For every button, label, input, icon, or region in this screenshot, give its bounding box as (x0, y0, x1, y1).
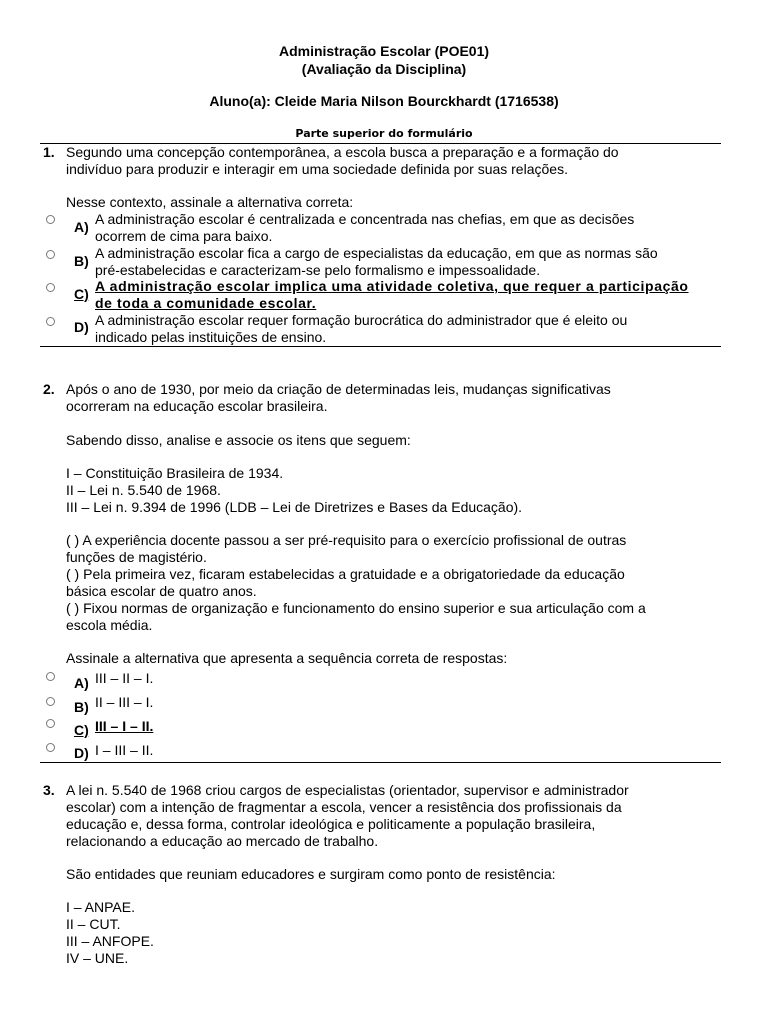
question-instruction: Sabendo disso, analise e associe os itens que seguem: (66, 432, 411, 448)
question-instruction: Assinale a alternativa que apresenta a sequência correta de respostas: (66, 650, 508, 666)
option-a-radio[interactable] (46, 672, 55, 681)
option-d-radio[interactable] (46, 743, 55, 752)
statement-line: ( ) Pela primeira vez, ficaram estabelecidas a gratuidade e a obrigatoriedade da educação (66, 566, 625, 582)
option-text: II – III – I. (95, 694, 154, 710)
option-d-radio[interactable] (46, 317, 55, 326)
item-line: II – Lei n. 5.540 de 1968. (66, 482, 221, 498)
student-name: Aluno(a): Cleide Maria Nilson Bourckhardt (1716538) (209, 93, 559, 109)
item-line: III – ANFOPE. (66, 933, 154, 949)
option-text-selected: III – I – II. (95, 718, 154, 734)
item-line: I – ANPAE. (66, 899, 135, 915)
question-stem-line: indivíduo para produzir e interagir em uma sociedade definida por suas relações. (66, 161, 568, 177)
option-text-line: indicado pelas instituições de ensino. (95, 329, 327, 345)
statement-line: funções de magistério. (66, 549, 207, 565)
question-number: 1. (43, 144, 55, 160)
option-c-radio[interactable] (46, 719, 55, 728)
option-text-line: A administração escolar é centralizada e concentrada nas chefias, em que as decisões (95, 211, 635, 227)
option-text-line-selected: A administração escolar implica uma atividade coletiva, que requer a participação (95, 278, 689, 294)
option-text-line-selected: de toda a comunidade escolar. (95, 295, 317, 311)
option-text: III – II – I. (95, 670, 154, 686)
question-number: 2. (43, 381, 55, 397)
option-c-radio[interactable] (46, 283, 55, 292)
option-letter: A) (74, 219, 89, 235)
document-subtitle: (Avaliação da Disciplina) (301, 61, 467, 77)
statement-line: básica escolar de quatro anos. (66, 583, 257, 599)
option-letter: B) (74, 699, 89, 715)
question-stem-line: relacionando a educação ao mercado de trabalho. (66, 833, 379, 849)
question-stem-line: A lei n. 5.540 de 1968 criou cargos de especialistas (orientador, supervisor e administrador (66, 782, 629, 798)
divider (40, 762, 721, 763)
option-b-radio[interactable] (46, 697, 55, 706)
option-text-line: A administração escolar requer formação burocrática do administrador que é eleito ou (95, 312, 628, 328)
option-letter: D) (74, 319, 89, 335)
option-text-line: A administração escolar fica a cargo de especialistas da educação, em que as normas são (95, 245, 658, 261)
question-instruction: Nesse contexto, assinale a alternativa correta: (66, 194, 354, 210)
document-title: Administração Escolar (POE01) (278, 43, 490, 59)
statement-line: escola média. (66, 617, 153, 633)
option-text: I – III – II. (95, 742, 154, 758)
statement-line: ( ) A experiência docente passou a ser pré-requisito para o exercício profissional de outras (66, 532, 627, 548)
option-letter: C) (74, 286, 89, 302)
question-stem-line: Segundo uma concepção contemporânea, a escola busca a preparação e a formação do (66, 144, 619, 160)
item-line: I – Constituição Brasileira de 1934. (66, 465, 284, 481)
item-line: III – Lei n. 9.394 de 1996 (LDB – Lei de Diretrizes e Bases da Educação). (66, 499, 523, 515)
question-stem-line: educação e, dessa forma, controlar ideológica e politicamente a população brasileira, (66, 816, 596, 832)
question-instruction: São entidades que reuniam educadores e surgiram como ponto de resistência: (66, 866, 556, 882)
option-letter: A) (74, 675, 89, 691)
option-letter: C) (74, 722, 89, 738)
option-letter: D) (74, 745, 89, 761)
item-line: IV – UNE. (66, 950, 129, 966)
statement-line: ( ) Fixou normas de organização e funcionamento do ensino superior e sua articulação com a (66, 600, 646, 616)
option-b-radio[interactable] (46, 250, 55, 259)
item-line: II – CUT. (66, 916, 121, 932)
question-stem-line: ocorreram na educação escolar brasileira. (66, 398, 328, 414)
form-top-label: Parte superior do formulário (295, 127, 473, 140)
option-letter: B) (74, 253, 89, 269)
question-stem-line: escolar) com a intenção de fragmentar a escola, vencer a resistência dos profissionais da (66, 799, 622, 815)
divider (40, 346, 721, 347)
option-a-radio[interactable] (46, 215, 55, 224)
option-text-line: pré-estabelecidas e caracterizam-se pelo formalismo e impessoalidade. (95, 262, 541, 278)
question-stem-line: Após o ano de 1930, por meio da criação de determinadas leis, mudanças significativas (66, 381, 611, 397)
question-number: 3. (43, 782, 55, 798)
option-text-line: ocorrem de cima para baixo. (95, 228, 273, 244)
